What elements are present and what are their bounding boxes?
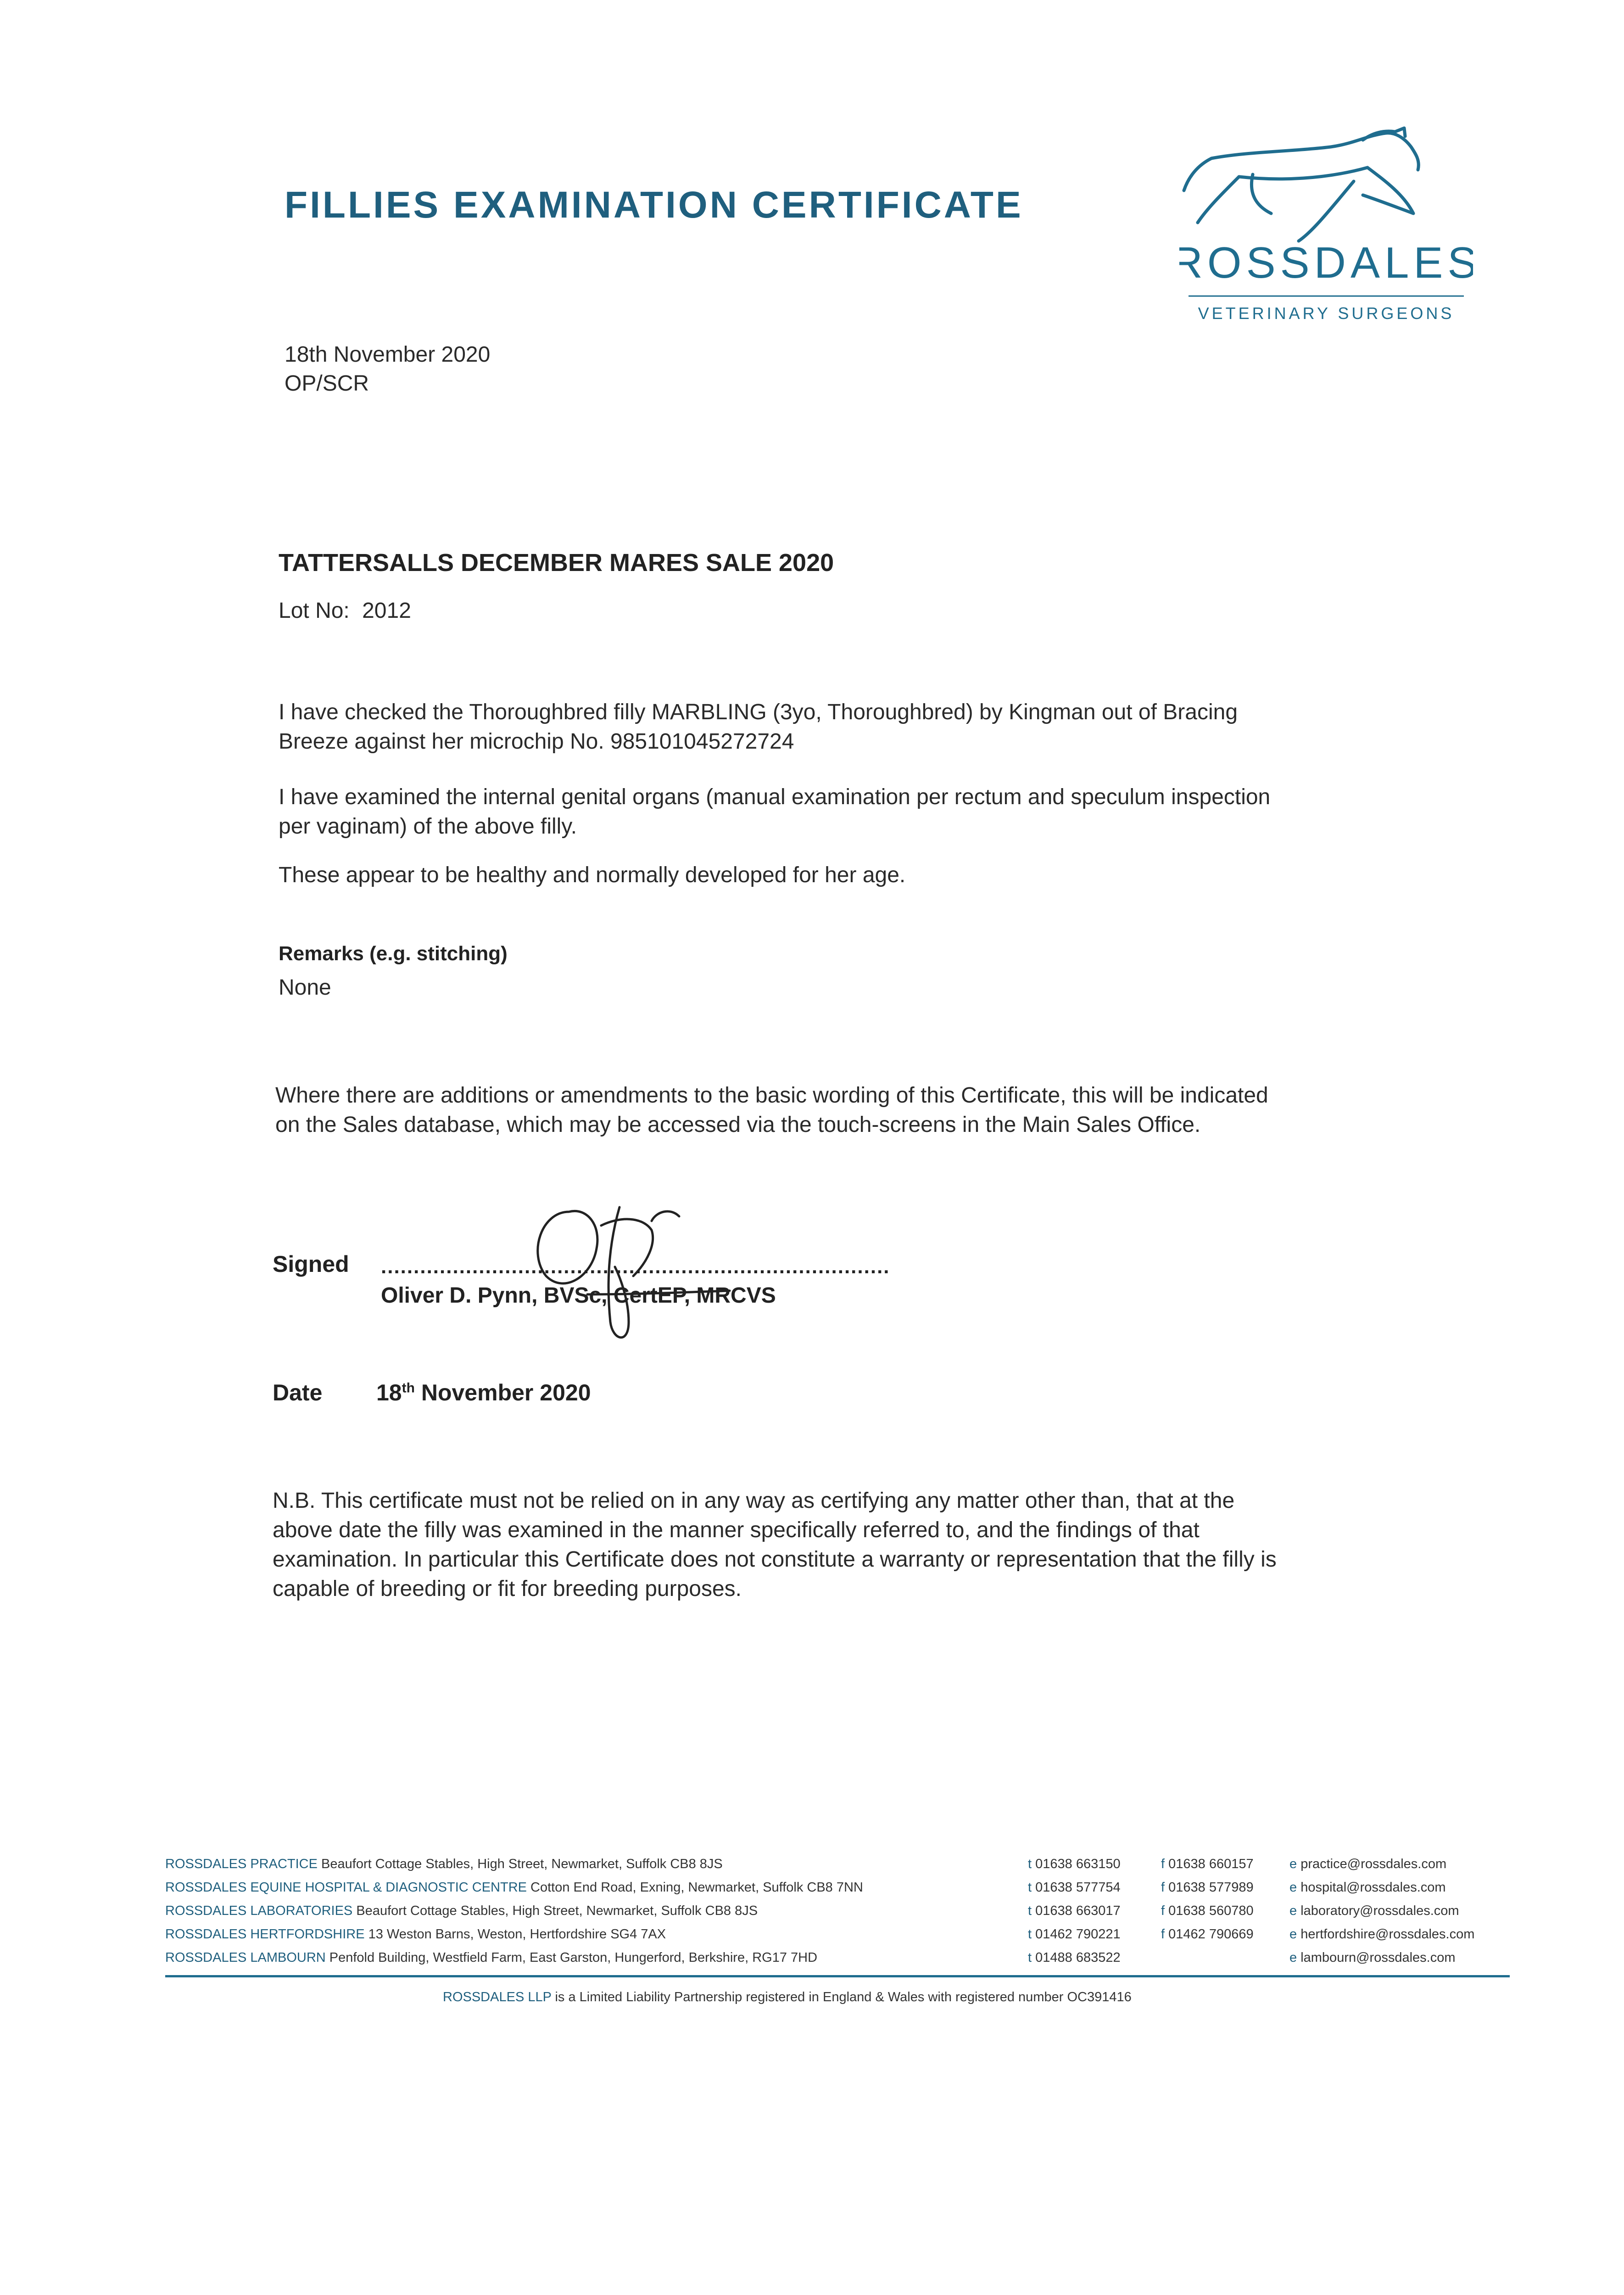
footer-email: e hospital@rossdales.com: [1289, 1880, 1446, 1895]
footer-email: e hertfordshire@rossdales.com: [1289, 1927, 1475, 1942]
footer-row: [165, 1880, 863, 1895]
llp-statement: [443, 1990, 1132, 2005]
footer-org: ROSSDALES LAMBOURN: [165, 1950, 326, 1965]
footer-address: Cotton End Road, Exning, Newmarket, Suffolk CB8 7NN: [530, 1880, 863, 1895]
paragraph-microchip: [279, 698, 1238, 756]
footer-contacts: [165, 1857, 1510, 1974]
footer-row: [165, 1927, 666, 1942]
footer-row: [165, 1857, 723, 1872]
certificate-title: FILLIES EXAMINATION CERTIFICATE: [285, 184, 1023, 226]
paragraph-line: examination. In particular this Certificate does not constitute a warranty or representation that the filly is: [273, 1547, 1277, 1572]
footer-fax: f 01638 577989: [1161, 1880, 1254, 1895]
footer-address: Penfold Building, Westfield Farm, East Garston, Hungerford, Berkshire, RG17 7HD: [329, 1950, 818, 1965]
paragraph-line: per vaginam) of the above filly.: [279, 814, 577, 839]
footer-fax: f 01462 790669: [1161, 1927, 1254, 1942]
rossdales-logo: [1179, 126, 1473, 328]
llp-text: is a Limited Liability Partnership registered in England & Wales with registered number OC391416: [551, 1990, 1132, 2004]
footer-fax: f 01638 560780: [1161, 1903, 1254, 1918]
paragraph-line: on the Sales database, which may be accessed via the touch-screens in the Main Sales Office.: [275, 1113, 1201, 1137]
paragraph-line: above date the filly was examined in the manner specifically referred to, and the findings of that: [273, 1518, 1200, 1542]
lot-label: Lot No:: [279, 599, 350, 623]
footer-row: [165, 1950, 817, 1965]
footer-row: [165, 1903, 758, 1919]
horse-logo-icon: [1179, 126, 1473, 328]
paragraph-line: I have checked the Thoroughbred filly MARBLING (3yo, Thoroughbred) by Kingman out of Bracing: [279, 700, 1238, 724]
llp-org: ROSSDALES LLP: [443, 1990, 552, 2004]
footer-phone: t 01638 663017: [1028, 1903, 1121, 1918]
paragraph-line: capable of breeding or fit for breeding purposes.: [273, 1577, 742, 1601]
footer-email: e practice@rossdales.com: [1289, 1857, 1447, 1871]
paragraph-findings: These appear to be healthy and normally developed for her age.: [279, 863, 906, 887]
footer-address: 13 Weston Barns, Weston, Hertfordshire SG4 7AX: [368, 1927, 666, 1942]
signatory-name: Oliver D. Pynn, BVSc, CertEP, MRCVS: [381, 1283, 776, 1308]
date-day: 18: [376, 1380, 402, 1405]
footer-address: Beaufort Cottage Stables, High Street, Newmarket, Suffolk CB8 8JS: [321, 1857, 723, 1871]
reference-code: OP/SCR: [285, 371, 369, 396]
date-rest: November 2020: [414, 1380, 591, 1405]
footer-phone: t 01638 663150: [1028, 1857, 1121, 1871]
footer-phone: t 01462 790221: [1028, 1927, 1121, 1942]
footer-email: e laboratory@rossdales.com: [1289, 1903, 1459, 1918]
footer-org: ROSSDALES LABORATORIES: [165, 1903, 353, 1918]
paragraph-line: N.B. This certificate must not be relied on in any way as certifying any matter other than, that at the: [273, 1489, 1235, 1513]
logo-tagline: VETERINARY SURGEONS: [1198, 304, 1455, 323]
signature-line: ..............................................................................: [381, 1255, 890, 1278]
footer-address: Beaufort Cottage Stables, High Street, Newmarket, Suffolk CB8 8JS: [356, 1903, 758, 1918]
remarks-value: None: [279, 975, 331, 1000]
reference-date: 18th November 2020: [285, 342, 491, 367]
date-suffix: th: [402, 1380, 415, 1396]
paragraph-line: Breeze against her microchip No. 985101045272724: [279, 729, 794, 754]
logo-name: ROSSDALES: [1179, 238, 1473, 287]
footer-org: ROSSDALES EQUINE HOSPITAL & DIAGNOSTIC CENTRE: [165, 1880, 527, 1895]
sale-title: TATTERSALLS DECEMBER MARES SALE 2020: [279, 549, 834, 577]
remarks-label: Remarks (e.g. stitching): [279, 942, 508, 965]
paragraph-line: Where there are additions or amendments to the basic wording of this Certificate, this will be indicated: [275, 1083, 1268, 1108]
nb-paragraph: [273, 1486, 1277, 1604]
footer-phone: t 01488 683522: [1028, 1950, 1121, 1965]
lot-number: 2012: [362, 599, 411, 623]
paragraph-line: I have examined the internal genital organs (manual examination per rectum and speculum inspection: [279, 785, 1271, 809]
footer-divider: [165, 1975, 1510, 1977]
paragraph-amendments: [275, 1081, 1268, 1140]
footer-email: e lambourn@rossdales.com: [1289, 1950, 1456, 1965]
footer-phone: t 01638 577754: [1028, 1880, 1121, 1895]
footer-fax: f 01638 660157: [1161, 1857, 1254, 1871]
signature-date: [376, 1379, 591, 1406]
footer-org: ROSSDALES HERTFORDSHIRE: [165, 1927, 365, 1942]
signed-label: Signed: [273, 1251, 349, 1277]
date-label: Date: [273, 1380, 323, 1405]
lot-line: [279, 598, 411, 623]
handwritten-signature: [514, 1184, 753, 1349]
paragraph-examination: [279, 783, 1270, 841]
footer-org: ROSSDALES PRACTICE: [165, 1857, 318, 1871]
